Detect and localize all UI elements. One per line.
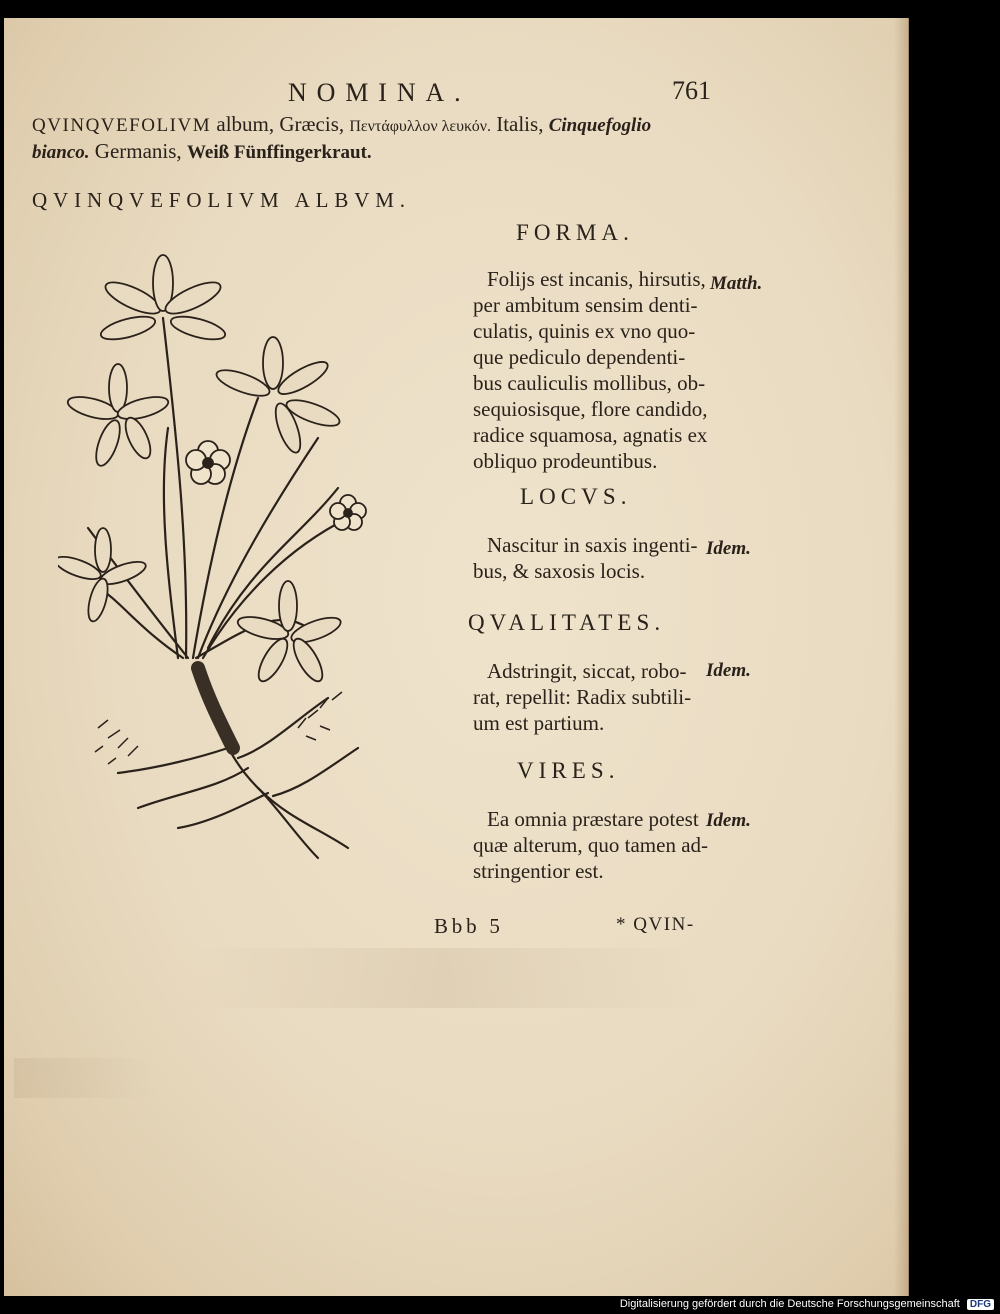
vires-line: quæ alterum, quo tamen ad- (473, 833, 709, 857)
names-italis: Italis, (496, 112, 544, 136)
names-germanis: Germanis, (94, 139, 182, 163)
marginal-note-forma: Matth. (710, 273, 763, 294)
names-line-1 (32, 112, 651, 137)
page-number: 761 (672, 76, 711, 105)
forma-line: que pediculo dependenti- (473, 345, 686, 369)
plant-woodcut-image (58, 248, 388, 868)
dfg-logo: DFG (967, 1299, 994, 1310)
vires-line: stringentior est. (473, 859, 604, 883)
qualitates-line: rat, repellit: Radix subtili- (473, 685, 692, 709)
marginal-note-locus: Idem. (706, 538, 751, 559)
forma-line: bus cauliculis mollibus, ob- (473, 371, 706, 395)
names-german: Weiß Fünffingerkraut. (186, 142, 372, 163)
forma-line: Folijs est incanis, hirsutis, (487, 267, 706, 291)
digitization-credit (620, 1298, 994, 1310)
signature-mark: Bbb 5 (434, 914, 504, 938)
catchword: * QVIN- (616, 914, 695, 935)
names-italian: Cinquefoglio (548, 115, 652, 136)
heading-forma: FORMA. (516, 220, 634, 245)
heading-vires: VIRES. (517, 758, 620, 783)
book-page (4, 18, 909, 1296)
credit-text: Digitalisierung gefördert durch die Deutsche Forschungsgemeinschaft (619, 1298, 960, 1310)
figure-title: QVINQVEFOLIVM ALBVM. (32, 188, 411, 212)
qualitates-text (473, 658, 691, 736)
names-lead: QVINQVEFOLIVM (32, 115, 212, 136)
forma-line: sequiosisque, flore candido, (473, 397, 708, 421)
forma-line: per ambitum sensim denti- (473, 293, 698, 317)
forma-line: culatis, quinis ex vno quo- (473, 319, 696, 343)
names-italian-cont: bianco. (32, 142, 90, 163)
locus-line: Nascitur in saxis ingenti- (487, 533, 698, 557)
marginal-note-vires: Idem. (706, 810, 751, 831)
names-line-2 (32, 139, 372, 164)
qualitates-line: um est partium. (473, 711, 605, 735)
locus-text (473, 532, 698, 584)
forma-text (473, 266, 707, 474)
bleed-through-shadow (184, 948, 704, 1008)
vires-text (473, 806, 708, 884)
forma-line: obliquo prodeuntibus. (473, 449, 658, 473)
qualitates-line: Adstringit, siccat, robo- (487, 659, 687, 683)
bleed-through-shadow (14, 1058, 154, 1098)
locus-line: bus, & saxosis locis. (473, 559, 646, 583)
marginal-note-qualitates: Idem. (706, 660, 751, 681)
vires-line: Ea omnia præstare potest (487, 807, 699, 831)
heading-locus: LOCVS. (520, 484, 632, 509)
forma-line: radice squamosa, agnatis ex (473, 423, 708, 447)
running-head: NOMINA. (288, 78, 471, 107)
heading-qualitates: QVALITATES. (468, 610, 666, 635)
names-greek: Πεντάφυλλον λευκόν. (349, 118, 491, 135)
names-latin: album, Græcis, (216, 112, 345, 136)
